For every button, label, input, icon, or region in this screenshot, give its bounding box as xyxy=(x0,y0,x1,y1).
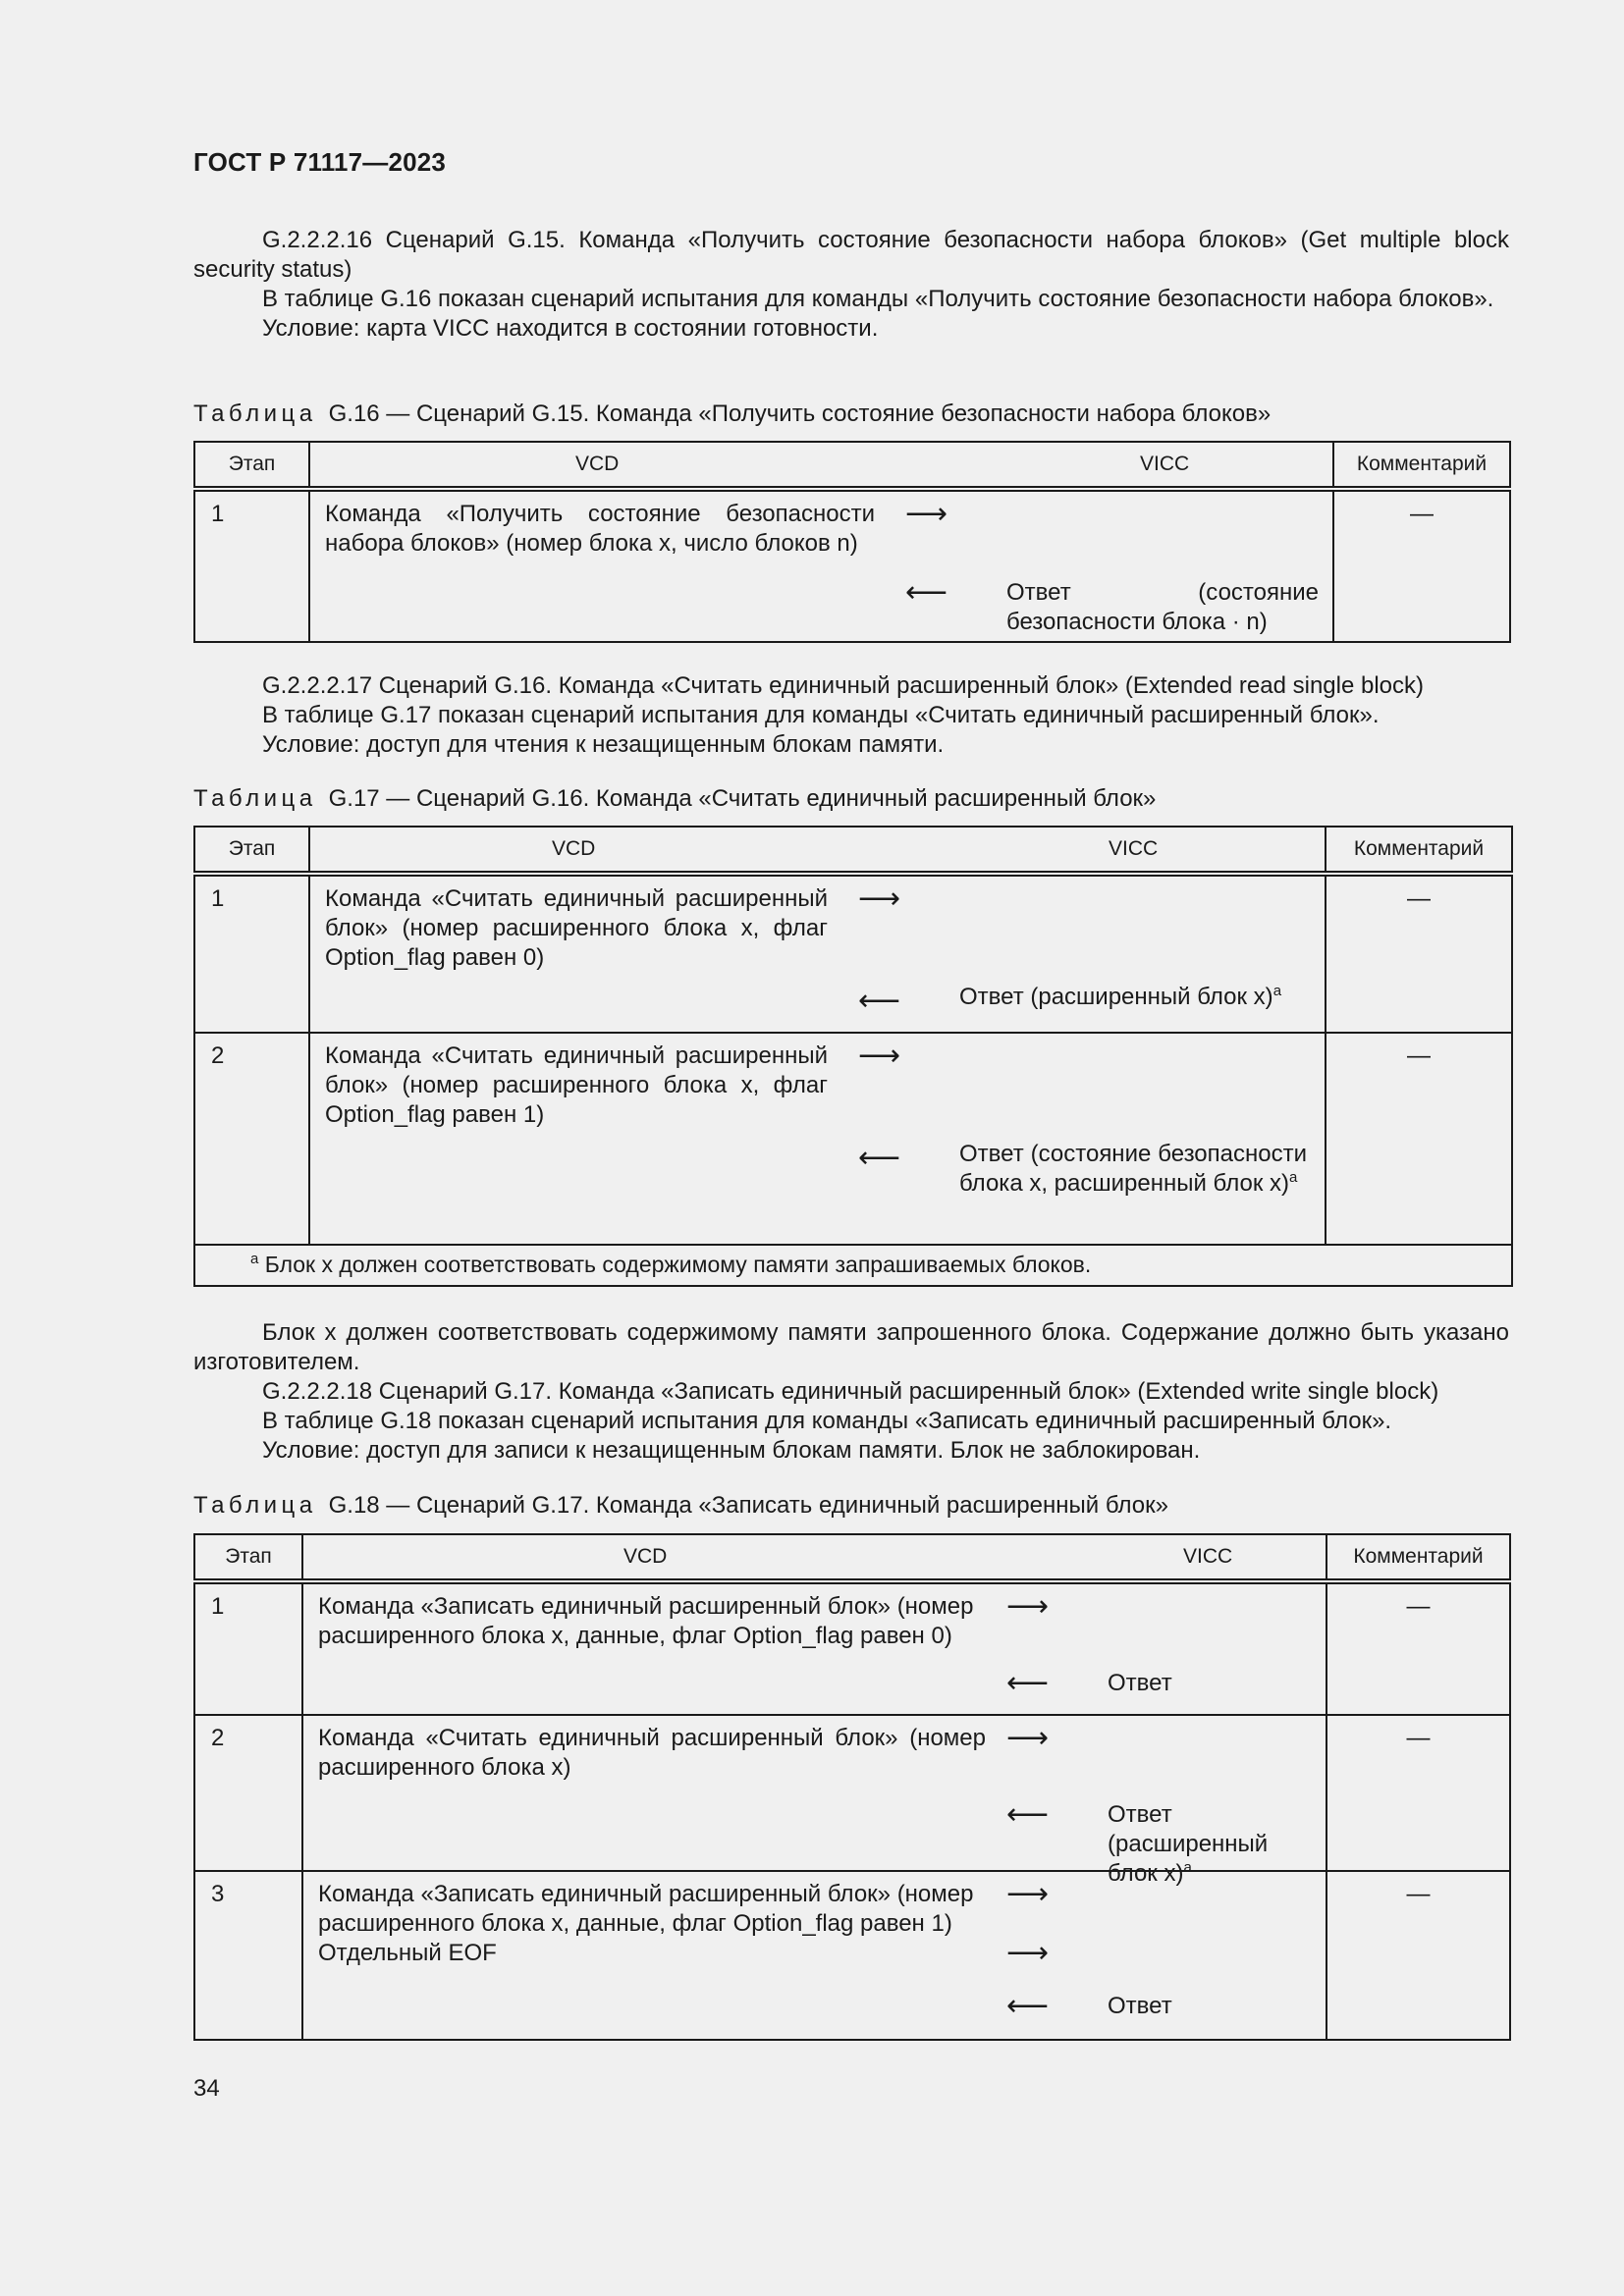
exchange-cell xyxy=(309,1033,1326,1245)
header-vcd: VCD xyxy=(575,453,620,475)
page-number: 34 xyxy=(193,2075,220,2102)
paragraph: G.2.2.2.16 Сценарий G.15. Команда «Получить состояние безопасности набора блоков» (Get multiple block security status) xyxy=(193,227,1509,283)
arrow-right-icon: ⟶ xyxy=(1006,1721,1050,1755)
paragraph: G.2.2.2.17 Сценарий G.16. Команда «Считать единичный расширенный блок» (Extended read single block) xyxy=(262,672,1425,699)
paragraph: В таблице G.18 показан сценарий испытания для команды «Записать единичный расширенный блок». xyxy=(262,1408,1392,1434)
vicc-response xyxy=(959,983,1313,1012)
header-step: Этап xyxy=(194,442,309,489)
caption-text: G.18 — Сценарий G.17. Команда «Записать единичный расширенный блок» xyxy=(328,1492,1168,1519)
exchange-cell xyxy=(302,1871,1326,2040)
header-vcd-vicc xyxy=(309,827,1326,874)
arrow-right-icon: ⟶ xyxy=(858,1039,901,1073)
table-caption xyxy=(193,400,1271,429)
caption-text: G.16 — Сценарий G.15. Команда «Получить состояние безопасности набора блоков» xyxy=(328,400,1272,427)
header-vcd-vicc xyxy=(309,442,1333,489)
document-header: ГОСТ Р 71117—2023 xyxy=(193,147,447,177)
vcd-command: Команда «Получить состояние безопасности набора блоков» (номер блока x, число блоков n) xyxy=(325,501,875,557)
footnote-marker: a xyxy=(1272,983,1282,999)
comment-cell: — xyxy=(1326,1715,1510,1871)
footnote-marker: a xyxy=(250,1251,259,1267)
header-step: Этап xyxy=(194,827,309,874)
vcd-command-extra: Отдельный EOF xyxy=(318,1940,497,1966)
arrow-right-icon: ⟶ xyxy=(858,881,901,916)
vicc-response: Ответ xyxy=(1108,1993,1172,2019)
comment-cell: — xyxy=(1333,489,1510,642)
paragraph: Условие: доступ для записи к незащищенным блокам памяти. Блок не заблокирован. xyxy=(262,1437,1201,1464)
paragraph: В таблице G.17 показан сценарий испытания для команды «Считать единичный расширенный блок». xyxy=(262,702,1380,728)
header-comment: Комментарий xyxy=(1333,442,1510,489)
vicc-response-text: Ответ (расширенный блок x) xyxy=(959,984,1273,1010)
exchange-cell xyxy=(302,1715,1326,1887)
vcd-command: Команда «Считать единичный расширенный блок» (номер расширенного блока x, флаг Option_flag равен 0) xyxy=(325,885,828,971)
header-vicc: VICC xyxy=(1109,837,1159,860)
caption-label: Таблица xyxy=(193,400,317,427)
arrow-right-icon: ⟶ xyxy=(905,497,948,531)
table-caption xyxy=(193,1491,1168,1521)
exchange-cell xyxy=(309,874,1326,1033)
table-caption xyxy=(193,784,1156,814)
arrow-left-icon: ⟵ xyxy=(858,1141,901,1175)
step-cell: 1 xyxy=(194,874,309,1033)
arrow-left-icon: ⟵ xyxy=(1006,1989,1050,2023)
vcd-command: Команда «Считать единичный расширенный блок» (номер расширенного блока x) xyxy=(318,1725,986,1781)
table-g17 xyxy=(193,826,1513,1287)
paragraph: В таблице G.16 показан сценарий испытания для команды «Получить состояние безопасности набора блоков». xyxy=(262,286,1494,312)
arrow-left-icon: ⟵ xyxy=(1006,1666,1050,1700)
section-g18-intro xyxy=(193,1318,1509,1466)
paragraph: Условие: доступ для чтения к незащищенным блокам памяти. xyxy=(262,731,945,758)
footnote-marker: a xyxy=(1289,1169,1298,1186)
table-row xyxy=(194,1581,1510,1715)
step-cell: 3 xyxy=(194,1871,302,2040)
vcd-command xyxy=(318,1880,986,1968)
table-row xyxy=(194,874,1512,1033)
header-comment: Комментарий xyxy=(1326,1534,1510,1581)
header-vcd: VCD xyxy=(552,837,596,860)
step-cell: 1 xyxy=(194,489,309,642)
vicc-response-text: Ответ (расширенный блок x) xyxy=(1108,1801,1269,1887)
table-row xyxy=(194,489,1510,642)
table-row xyxy=(194,1871,1510,2040)
header-step: Этап xyxy=(194,1534,302,1581)
header-vcd: VCD xyxy=(623,1545,668,1568)
vcd-command: Команда «Считать единичный расширенный блок» (номер расширенного блока x, флаг Option_flag равен 1) xyxy=(325,1042,828,1128)
header-vicc: VICC xyxy=(1183,1545,1233,1568)
arrow-right-icon: ⟶ xyxy=(1006,1589,1050,1624)
section-g17-intro xyxy=(193,671,1509,760)
paragraph: Блок x должен соответствовать содержимому памяти запрошенного блока. Содержание должно быть указано изготовителем. xyxy=(193,1319,1509,1375)
vicc-response xyxy=(959,1140,1307,1199)
vicc-response-text: Ответ (состояние безопасности блока x, расширенный блок x) xyxy=(959,1141,1307,1197)
vcd-command: Команда «Записать единичный расширенный блок» (номер расширенного блока x, данные, флаг Option_flag равен 0) xyxy=(318,1593,974,1649)
arrow-left-icon: ⟵ xyxy=(905,575,948,610)
vcd-command-text: Команда «Записать единичный расширенный блок» (номер расширенного блока x, данные, флаг Option_flag равен 1) xyxy=(318,1881,974,1937)
table-footnote xyxy=(194,1245,1512,1286)
caption-label: Таблица xyxy=(193,785,317,812)
exchange-cell xyxy=(302,1581,1326,1715)
step-cell: 1 xyxy=(194,1581,302,1715)
comment-cell: — xyxy=(1326,874,1512,1033)
comment-cell: — xyxy=(1326,1033,1512,1245)
table-g18 xyxy=(193,1533,1511,2041)
caption-text: G.17 — Сценарий G.16. Команда «Считать единичный расширенный блок» xyxy=(328,785,1157,812)
arrow-left-icon: ⟵ xyxy=(1006,1797,1050,1832)
comment-cell: — xyxy=(1326,1581,1510,1715)
table-row xyxy=(194,1033,1512,1245)
step-cell: 2 xyxy=(194,1715,302,1871)
arrow-right-icon: ⟶ xyxy=(1006,1877,1050,1911)
caption-label: Таблица xyxy=(193,1492,317,1519)
comment-cell: — xyxy=(1326,1871,1510,2040)
header-vcd-vicc xyxy=(302,1534,1326,1581)
paragraph: G.2.2.2.18 Сценарий G.17. Команда «Записать единичный расширенный блок» (Extended write single block) xyxy=(262,1378,1439,1405)
arrow-left-icon: ⟵ xyxy=(858,984,901,1018)
paragraph: Условие: карта VICC находится в состоянии готовности. xyxy=(262,315,879,342)
arrow-right-icon: ⟶ xyxy=(1006,1936,1050,1970)
footnote-text: Блок x должен соответствовать содержимому памяти запрашиваемых блоков. xyxy=(264,1252,1092,1277)
table-g16 xyxy=(193,441,1511,643)
footnote-row xyxy=(194,1245,1512,1286)
section-g16-intro xyxy=(193,226,1509,344)
table-row xyxy=(194,1715,1510,1871)
exchange-cell xyxy=(309,489,1333,642)
footnote-marker: a xyxy=(1183,1859,1192,1876)
header-comment: Комментарий xyxy=(1326,827,1512,874)
header-vicc: VICC xyxy=(1140,453,1190,475)
vicc-response: Ответ (состояние безопасности блока · n) xyxy=(1006,579,1319,635)
vicc-response: Ответ xyxy=(1108,1670,1172,1696)
step-cell: 2 xyxy=(194,1033,309,1245)
